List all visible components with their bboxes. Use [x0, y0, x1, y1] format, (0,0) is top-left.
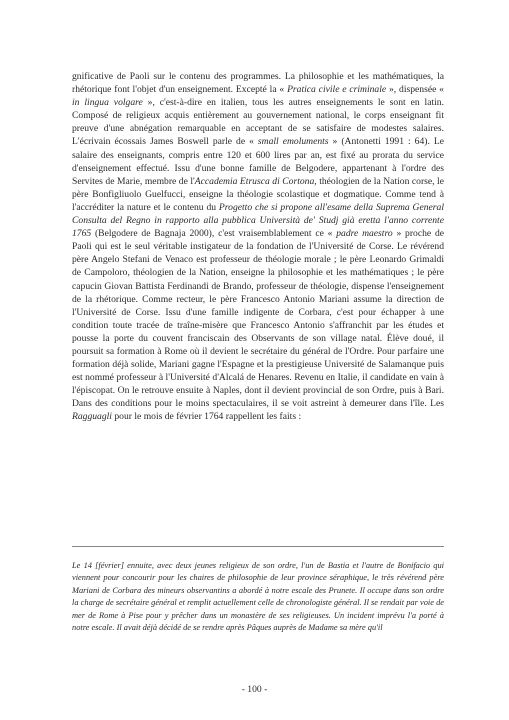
- italic-run: small emoluments: [257, 136, 329, 148]
- text-run: », c'est-à-dire en italien, tous les autres enseignements le sont en latin. Composé de religieux acquis entièrement au gouvernement national, le corps enseignant fit preuve d'une abnégation remarquable en acceptant de se satisfaire de modestes salaires. L'écrivain écossais James Boswell parle de «: [72, 97, 444, 148]
- text-run: , théologien de la Nation corse, le père Bonfigliuolo Guelfucci, enseigne la théologie scolastique et dogmatique. Comme tend à l'accréditer la nature et le contenu du: [72, 175, 444, 213]
- text-run: » (Antonetti 1991 : 64). Le salaire des enseignants, compris entre 120 et 600 lires par an, est fixé au prorata du service d'enseignement effectué. Issu d'une bonne famille de Belgodere, appartenant à l'ordre des Servites de Marie, membre de l': [72, 136, 444, 187]
- text-run: gnificative de Paoli sur le contenu des programmes. La philosophie et les mathématiques, la rhétorique font l'objet d'un enseignement. Excepté la «: [72, 71, 444, 96]
- text-run: » proche de Paoli qui est le seul véritable instigateur de la fondation de l'Université de Corse. Le révérend père Angelo Stefani de Venaco est professeur de théologie morale ; le père Leonardo Grimaldi de Campoloro, théologien de la Nation, enseigne la philosophie et les mathématiques ; le père capucin Giovan Battista Ferdinandi de Brando, professeur de théologie, dispense l'enseignement de la rhétorique. Comme recteur, le père Francesco Antonio Mariani assume la direction de l'Université de Corse. Issu d'une famille indigente de Corbara, c'est pour échapper à une condition toute tracée de traîne-misère que Francesco Antonio s'affranchit par les études et pousse la porte du couvent franciscain des Observants de son village natal. Élève doué, il poursuit sa formation à Rome où il devient le secrétaire du général de l'Ordre. Pour parfaire une formation déjà solide, Mariani gagne l'Espagne et la prestigieuse Université de Salamanque puis est nommé professeur à l'Université d'Alcalá de Henares. Revenu en Italie, il candidate en vain à l'épiscopat. On le retrouve ensuite à Naples, dont il devient provincial de son Ordre, puis à Bari. Dans des conditions pour le moins spectaculaires, il se voit astreint à demeurer dans l'île. Les: [72, 228, 444, 410]
- italic-run: Pratica civile e criminale: [287, 84, 387, 96]
- text-run: (Belgodere de Bagnaja 2000), c'est vraisemblablement ce «: [91, 228, 337, 240]
- main-paragraph: [72, 70, 444, 424]
- block-quote: Le 14 [février] ennuite, avec deux jeunes religieux de son ordre, l'un de Bastia et l'autre de Bonifacio qui viennent pour concourir pour les chaires de philosophie de leur province séraphique, le très révérend père Mariani de Corbara des mineurs observantins a abordé à notre escale des Prunete. Il occupe dans son ordre la charge de secrétaire général et remplit actuellement celle de chronologiste général. Il se rendait par voie de mer de Rome à Pise pour y prêcher dans un monastère de ses religieuses. Un incident imprévu l'a porté à notre escale. Il avait déjà décidé de se rendre après Pâques auprès de Madame sa mère qu'il: [72, 561, 444, 633]
- quote-separator: [72, 546, 444, 547]
- text-run: », dispensée «: [386, 84, 444, 96]
- page-number: - 100 -: [241, 684, 268, 695]
- italic-run: Ragguagli: [72, 411, 112, 423]
- text-run: pour le mois de février 1764 rappellent les faits :: [111, 411, 302, 423]
- italic-run: padre maestro: [336, 228, 393, 240]
- italic-run: Accademia Etrusca di Cortona: [194, 175, 315, 187]
- italic-run: Progetto che si propone all'esame della Suprema General Consulta del Regno in rapporto alla pubblica Università de' Studj già eretta l'anno corrente 1765: [72, 201, 444, 240]
- italic-run: in lingua volgare: [72, 97, 143, 109]
